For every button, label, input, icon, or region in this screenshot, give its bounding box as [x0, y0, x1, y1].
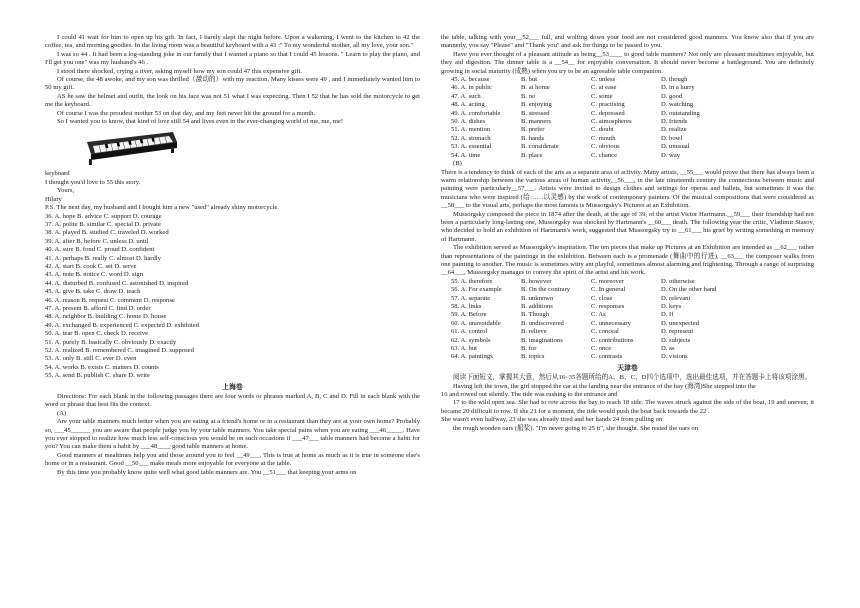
option-choice: C. at ease: [591, 84, 617, 92]
option-choice: B. topics: [521, 353, 545, 361]
intro-paragraph: I stood there shocked, crying a river, asking myself how my son could 47 this expensive gift.: [57, 67, 302, 75]
option-line: 45. A. give B. take C. draw D. teach: [45, 288, 141, 296]
option-choice: 47. A. such: [451, 92, 481, 100]
intro-paragraph: So I wanted you to know, that kind of love still 54 and lives even in the ever-changing world of me, me, me!: [57, 118, 344, 126]
passage-line: She wasn't even halfway, 23 she was already tired and her hands 24 from pulling on: [441, 416, 663, 424]
option-choice: B. but: [521, 76, 538, 84]
passage-paragraph: the table, talking with your__52___ full, and wolfing down your food are not considered good manners. You know also that if you are mannerly, you say "Please" and "Thank you" and ask for things to be passed to you.: [441, 34, 814, 50]
option-row: [441, 126, 814, 134]
option-line: 51. A. purely B. basically C. obviously D. exactly: [45, 338, 177, 346]
option-choice: C. unnecessary: [591, 319, 631, 327]
option-choice: B. undiscovered: [521, 319, 564, 327]
option-choice: C. moreover: [591, 277, 624, 285]
section-title-shanghai: 上海卷: [222, 383, 243, 391]
option-choice: D. though: [661, 76, 688, 84]
option-choice: C. contrasts: [591, 353, 623, 361]
option-choice: B. enjoying: [521, 101, 552, 109]
intro-paragraph: AS he saw the helmet and outfit, the look on his face was not 51 what I was expecting. Then I 52 that he has sold the motorcycle to get me the keyboard.: [45, 92, 420, 109]
option-choice: 48. A. acting: [451, 101, 485, 109]
option-row: [441, 110, 814, 118]
option-choice: D. represent: [661, 328, 694, 336]
option-choice: D. watching: [661, 101, 694, 109]
option-choice: B. stressed: [521, 109, 550, 117]
option-choice: D. outstanding: [661, 109, 700, 117]
option-choice: C. contributions: [591, 336, 634, 344]
option-choice: D. good: [661, 92, 683, 100]
passage-label: (B): [453, 160, 462, 168]
passage-line: 16 and rowed out silently. The tide was rushing to the entrance and: [441, 391, 618, 399]
option-choice: C. once: [591, 345, 612, 353]
option-choice: 56. A. For example: [451, 286, 502, 294]
option-choice: C. unless: [591, 76, 616, 84]
option-line: 48. A. neighbor B. building C. home D. house: [45, 313, 167, 321]
option-row: [441, 353, 814, 361]
instructions-cn: 阅读下面短文，掌握其大意，然后从16~35各题所给的A、B、C、D四个选项中，选出最佳选项，并在答题卡上将该项涂黑。: [453, 374, 812, 382]
passage-paragraph: Are your table manners much better when you are eating at a friend's home or in a restaurant than they are at your own home? Probably so, ___45______ you are aware that people judge you by your table manners. You take special pains when you are eating ___46_____. Have you ever stopped to realize how much less self-conscious you would be on such occasions if ___47___ table manners had become a habit for you? You can make them a habit by ___48____ good table manners at home.: [45, 418, 420, 451]
option-choice: D. in a hurry: [661, 84, 695, 92]
option-choice: D. way: [661, 151, 681, 159]
passage-line: the rough wooden oars (船桨). "I'm never going to 25 it", she thought. She rested the oars on: [453, 424, 698, 432]
passage-label: (A): [57, 409, 67, 417]
option-choice: C. close: [591, 294, 613, 302]
option-choice: B. relieve: [521, 328, 547, 336]
option-line: 55. A. send B. publish C. share D. write: [45, 372, 150, 380]
option-line: 36. A. hope B. advice C. support D. courage: [45, 212, 162, 220]
passage-paragraph: Mussorgsky composed the piece in 1874 after the death, at the age of 39, of the artist Victor Hartmann.__59___ their friendship had not been a particularly long-lasting one, Mussorgsky was shocked by Hartmann's __60___ death. The following year the critic, Vladimir Stasov, who decided to hold an exhibition of Hartmann's work, suggested that Mussorgsky try to __61___ his grief by writing something in memory of Hartmann.: [441, 210, 814, 243]
option-choice: C. obvious: [591, 143, 620, 151]
option-choice: 60. A. unavoidable: [451, 319, 501, 327]
option-choice: B. place: [521, 151, 543, 159]
option-choice: 59. A. Before: [451, 311, 487, 319]
option-choice: C. conceal: [591, 328, 619, 336]
options-list: [45, 213, 420, 381]
option-choice: D. On the other hand: [661, 286, 717, 294]
option-choice: 64. A. paintings: [451, 353, 493, 361]
option-line: 47. A. present B. afford C. find D. order: [45, 304, 151, 312]
intro-paragraph: Of course I was the proudest mother 53 on that day, and my feet never hit the ground for a month.: [57, 109, 316, 117]
option-row: [441, 328, 814, 336]
option-choice: 52. A. stomach: [451, 134, 491, 142]
postscript: P.S. The next day, my husband and I bought him a new "used" already shiny motorcycle.: [45, 204, 279, 212]
option-choice: C. As: [591, 311, 606, 319]
option-choice: B. Though: [521, 311, 550, 319]
option-line: 40. A. sure B. fond C. proud D. confident: [45, 246, 155, 254]
option-choice: 45. A. because: [451, 76, 490, 84]
option-choice: C. responses: [591, 303, 625, 310]
signature-name: Hilary: [45, 195, 62, 203]
option-choice: 54. A. time: [451, 151, 481, 159]
options-table-b: [441, 278, 814, 362]
option-choice: 46. A. in public: [451, 84, 492, 92]
option-row: [441, 311, 814, 319]
option-line: 38. A. played B. studied C. traveled D. worked: [45, 229, 169, 237]
option-choice: C. depressed: [591, 109, 625, 117]
option-choice: B. unknown: [521, 294, 554, 302]
option-line: 53. A. only B. still C. ever D. even: [45, 355, 137, 363]
option-choice: 63. A. but: [451, 345, 478, 353]
option-row: [441, 278, 814, 286]
image-caption: keyboard: [45, 170, 70, 178]
option-line: 44. A. disturbed B. confused C. astonished D. inspired: [45, 279, 189, 287]
option-choice: 49. A. comfortable: [451, 109, 501, 117]
option-choice: 62. A. symbols: [451, 336, 491, 344]
keyboard-icon: [83, 128, 179, 168]
option-choice: B. however: [521, 277, 552, 285]
option-choice: D. keys: [661, 303, 682, 310]
option-choice: B. On the contrary: [521, 286, 571, 294]
passage-paragraph: The exhibition served as Mussorgsky's inspiration. The ten pieces that make up Pictures at an Exhibition are intended as __62___ rather than representations of the paintings in the exhibition. Between each is a promenade (舞曲中的行进), __63___ the composer walks from one painting to another. The music is sometimes witty ant playful, sometimes almost alarming and frightening. Through a range of surprising __64___, Mussorgsky manages to convey the spirit of the artist and his work.: [441, 244, 814, 277]
passage-line: 17 to the wild open sea. She had to row across the bay to reach 18 side. The waves struck against the side of the boat, 19 and uneven; it became 20 difficult to row. If she 21 for a moment, the tide would push the boat back towards the 22 .: [441, 399, 814, 415]
intro-paragraph: Of course, the 48 awoke, and my son was thrilled（激动的）with my reaction. Many kisses were 49 , and I immediately wanted him to 50 my gift.: [45, 76, 420, 92]
option-choice: B. at home: [521, 84, 550, 92]
passage-intro: [45, 34, 420, 126]
option-choice: 58. A. links: [451, 303, 482, 310]
intro-paragraph: I was so 44 . It had been a log-standing joke in our family that I wanted a piano so that I could 45 lessons. " Learn to play the piano, and I'll get you one" was my husband's 46 .: [45, 50, 420, 67]
option-choice: C. chance: [591, 151, 617, 159]
option-line: 49. A. exchanged B. experienced C. expected D. exhibited: [45, 321, 199, 329]
option-row: [441, 93, 814, 101]
option-row: [441, 295, 814, 303]
option-line: 52. A. realized B. remembered C. imagined D. supposed: [45, 347, 194, 354]
option-choice: C. doubt: [591, 126, 614, 134]
option-row: [441, 135, 814, 143]
option-row: [441, 143, 814, 151]
option-choice: B. hands: [521, 134, 545, 142]
option-choice: D. visions: [661, 353, 688, 361]
option-choice: C. some: [591, 92, 613, 100]
option-choice: D. If: [661, 311, 674, 319]
passage-paragraph: Have you ever thought of a pleasant attitude as being__53____ to good table manners? Not only are pleasant mealtimes enjoyable, but they aid digestion. The dinner table is a __54__ for enjoyable conversation. It should never become a battleground. You are definitely growing in social maturity (成熟) when you try to be an agreeable table companion.: [441, 50, 814, 75]
option-choice: D. unusual: [661, 143, 690, 151]
option-row: [441, 152, 814, 160]
option-choice: C. practising: [591, 101, 625, 109]
option-choice: D. as: [661, 345, 675, 353]
option-choice: B. prefer: [521, 126, 545, 134]
directions: Directions: For each blank in the following passages there are four words or phrases marked A, B, C and D. Fill in each blank with the word or phrase that best fits the context.: [45, 393, 420, 409]
passage-paragraph: There is a tendency to think of each of the arts as a separate area of activity. Many artists, __55___ would prove that there has always been a warm relationship between the various areas of human activity__56___, in the late nineteenth century the connections between music and painting were particularly__57___. Artists were invited to design clothes and settings for operas and ballets, but sometimes it was the musicians who were inspired (给……以灵感) by the work of contemporary painters. Of the musical compositions that were considered as __58___ to the visual arts, perhaps the most famous is Mussorgsky's Pictures at an Exhibition.: [441, 168, 814, 210]
option-line: 42. A. start B. cook C. set D. serve: [45, 262, 137, 270]
option-row: [441, 118, 814, 126]
option-choice: 50. A. dishes: [451, 118, 486, 126]
left-column: [45, 34, 420, 477]
option-line: 37. A. polite B. similar C. special D. private: [45, 220, 161, 228]
option-row: [441, 320, 814, 328]
option-row: [441, 337, 814, 345]
option-choice: B. no: [521, 92, 536, 100]
option-line: 50. A. tear B. open C. check D. receive: [45, 330, 149, 338]
option-choice: B. imaginations: [521, 336, 563, 344]
option-line: 39. A. after B. before C. unless D. until: [45, 237, 149, 245]
option-line: 41. A. perhaps B. really C. almost D. hardly: [45, 254, 161, 262]
option-choice: B. additions: [521, 303, 553, 310]
passage-line: Having left the town, the girl stopped the car at the landing near the entrance of the bay (海湾)She stepped into the: [453, 382, 756, 390]
option-row: [441, 286, 814, 294]
option-choice: C. In general: [591, 286, 626, 294]
option-choice: D. friends: [661, 118, 688, 126]
option-choice: C. mouth: [591, 134, 616, 142]
option-choice: 57. A. separate: [451, 294, 491, 302]
option-choice: 51. A. mention: [451, 126, 491, 134]
option-choice: B. considerate: [521, 143, 559, 151]
closing-line: Yours,: [57, 187, 75, 195]
option-row: [441, 303, 814, 311]
option-choice: D. otherwise: [661, 277, 695, 285]
right-column: [441, 34, 814, 433]
option-line: 43. A. note B. notice C. word D. sign: [45, 271, 143, 279]
section-title-tianjin: 天津卷: [617, 364, 638, 372]
option-choice: 55. A. therefore: [451, 277, 493, 285]
passage-paragraph: By this time you probably know quite well what good table manners are. You __51___ that keeping your arms on: [57, 468, 357, 476]
option-choice: C. atmospheres: [591, 118, 632, 126]
option-choice: D. bowl: [661, 134, 683, 142]
passage-paragraph: Good manners at mealtimes help you and those around you to feel __49___. This is true at home as much as it is true in someone else's home or in a restaurant. Good __50___ make meals more enjoyable for everyone at the table.: [45, 451, 420, 468]
keyboard-image: [45, 128, 420, 170]
intro-paragraph: I could 41 wait for him to open up his gift. In fact, I barely slept the night before. Upon a wakening, I went to the kitchen to 42 the coffee, tea, and morning goodies. In the living room was a beautiful keyboard with a 43 :" To my wonderful mother, all my love, your son.": [45, 34, 420, 50]
option-choice: D. subjects: [661, 336, 691, 344]
option-choice: D. realize: [661, 126, 687, 134]
option-choice: B. manners: [521, 118, 552, 126]
option-row: [441, 101, 814, 109]
option-line: 46. A. reason B. request C. comment D. response: [45, 296, 175, 304]
option-row: [441, 84, 814, 92]
option-line: 54. A. works B. exists C. matters D. counts: [45, 363, 159, 371]
options-table-a: [441, 76, 814, 160]
letter-closing: [45, 170, 420, 212]
option-choice: 53. A. essential: [451, 143, 492, 151]
option-row: [441, 345, 814, 353]
option-row: [441, 76, 814, 84]
option-choice: D. unexpected: [661, 319, 700, 327]
closing-line: I thought you'd love to 55 this story.: [45, 178, 141, 186]
option-choice: B. for: [521, 345, 537, 353]
option-choice: D. relevant: [661, 294, 691, 302]
option-choice: 61. A. control: [451, 328, 488, 336]
